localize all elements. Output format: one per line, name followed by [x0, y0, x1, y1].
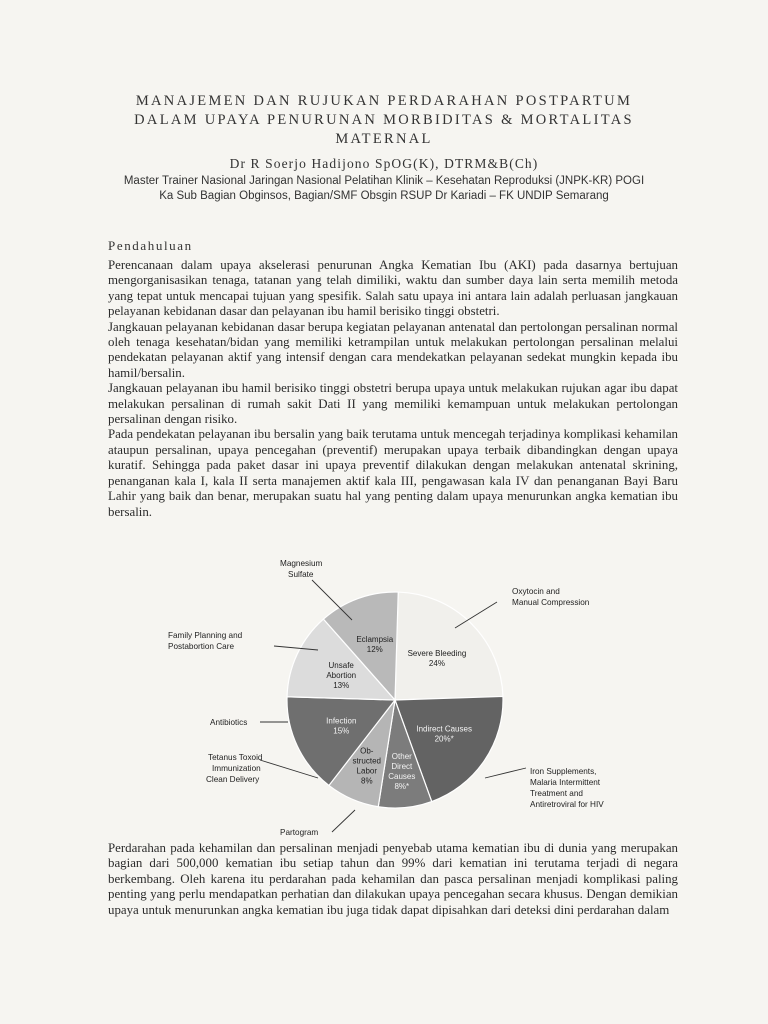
affiliation-line-1: Master Trainer Nasional Jaringan Nasional Pelatihan Klinik – Kesehatan Reproduksi (JNPK-KR) POGI — [123, 175, 645, 187]
pie-slice-label: Infection 15% — [326, 716, 357, 736]
paragraph: Jangkauan pelayanan kebidanan dasar berupa kegiatan pelayanan antenatal dan pertolongan persalinan normal oleh tenaga kesehatan/bidan yang memiliki ketrampilan untuk melakukan pertolongan persalinan melalui pendekatan pelayanan aktif yang intensif dengan cara mendekatkan pelayanan sedekat mungkin kepada ibu hamil/bersalin. — [108, 319, 678, 380]
paragraph: Perencanaan dalam upaya akselerasi penurunan Angka Kematian Ibu (AKI) pada dasarnya bertujuan mengorganisasikan tenaga, tatanan yang telah dimiliki, waktu dan sumber daya lain serta memilih metoda yang tepat untuk mencapai tujuan yang spesifik. Salah satu upaya ini antara lain adalah perluasan jangkauan pelayanan kebidanan dasar dan pelayanan ibu hamil berisiko tinggi obstetri. — [108, 258, 678, 319]
leader-line — [332, 810, 355, 832]
pie-slice-label: Ob-structed Labor 8% — [352, 746, 382, 786]
paragraph: Pada pendekatan pelayanan ibu bersalin yang baik terutama untuk mencegah terjadinya komplikasi kehamilan ataupun persalinan, upaya pencegahan (preventif) merupakan upaya terbaik dibandingkan dengan upaya kuratif. Sehingga pada paket dasar ini upaya preventif dilakukan dengan melakukan antenatal skrining, penanganan kala I, kala II serta manajemen aktif kala III, pengawasan kala IV dan penanganan Bayi Baru Lahir yang baik dan benar, merupakan suatu hal yang penting dalam upaya menurunkan angka kematian ibu bersalin. — [108, 427, 678, 519]
section-heading: Pendahuluan — [108, 238, 193, 253]
intervention-label-oxytocin: Oxytocin and Manual Compression — [512, 587, 590, 607]
intervention-label-iron: Iron Supplements, Malaria Intermittent Treatment and Antiretroviral for HIV — [530, 767, 604, 809]
pie-slice-label: Unsafe Abortion 13% — [326, 660, 357, 690]
intervention-label-partogram: Partogram — [280, 828, 319, 837]
intervention-label-antibiotics: Antibiotics — [210, 718, 248, 727]
affiliation-line-2: Ka Sub Bagian Obginsos, Bagian/SMF Obsgin RSUP Dr Kariadi – FK UNDIP Semarang — [159, 190, 609, 202]
author-line: Dr R Soerjo Hadijono SpOG(K), DTRM&B(Ch) — [229, 156, 539, 171]
intro-body — [108, 258, 678, 520]
paragraph: Jangkauan pelayanan ibu hamil berisiko tinggi obstetri berupa upaya untuk melakukan rujukan agar ibu dapat melakukan persalinan di rumah sakit Dati II yang memiliki kemampuan untuk melakukan pertolongan persalinan dengan risiko. — [108, 381, 678, 427]
pie-slice-label: Eclampsia 12% — [356, 635, 394, 655]
title-line: DALAM UPAYA PENURUNAN MORBIDITAS & MORTALITAS — [134, 112, 634, 128]
pie-slice-label: Indirect Causes 20%* — [416, 724, 472, 744]
pie-slice-label: Severe Bleeding 24% — [407, 648, 467, 668]
document-title — [120, 92, 648, 149]
leader-line — [485, 768, 526, 778]
pie-slice-label: Other Direct Causes 8%* — [388, 751, 416, 791]
title-line: MATERNAL — [335, 131, 433, 147]
paragraph: Perdarahan pada kehamilan dan persalinan menjadi penyebab utama kematian ibu di dunia yang merupakan bagian dari 500,000 kematian ibu setiap tahun dan 99% dari kematian ini terutama terjadi di negara berkembang. Oleh karena itu perdarahan pada kehamilan dan pasca persalinan menjadi komplikasi paling penting yang perlu mendapatkan perhatian dan dilakukan upaya pencegahan secara khusus. Dengan demikian upaya untuk menurunkan angka kematian ibu juga tidak dapat dipisahkan dari deteksi dini perdarahan dalam — [108, 841, 678, 917]
second-body — [108, 841, 678, 918]
intervention-label-tetanus: Tetanus Toxoid Immunization Clean Delivery — [206, 753, 263, 784]
intervention-label-magnesium: Magnesium Sulfate — [280, 560, 323, 579]
title-line: MANAJEMEN DAN RUJUKAN PERDARAHAN POSTPARTUM — [135, 93, 633, 109]
intervention-label-family-planning: Family Planning and Postabortion Care — [168, 631, 243, 651]
maternal-death-causes-pie-chart — [150, 560, 620, 840]
